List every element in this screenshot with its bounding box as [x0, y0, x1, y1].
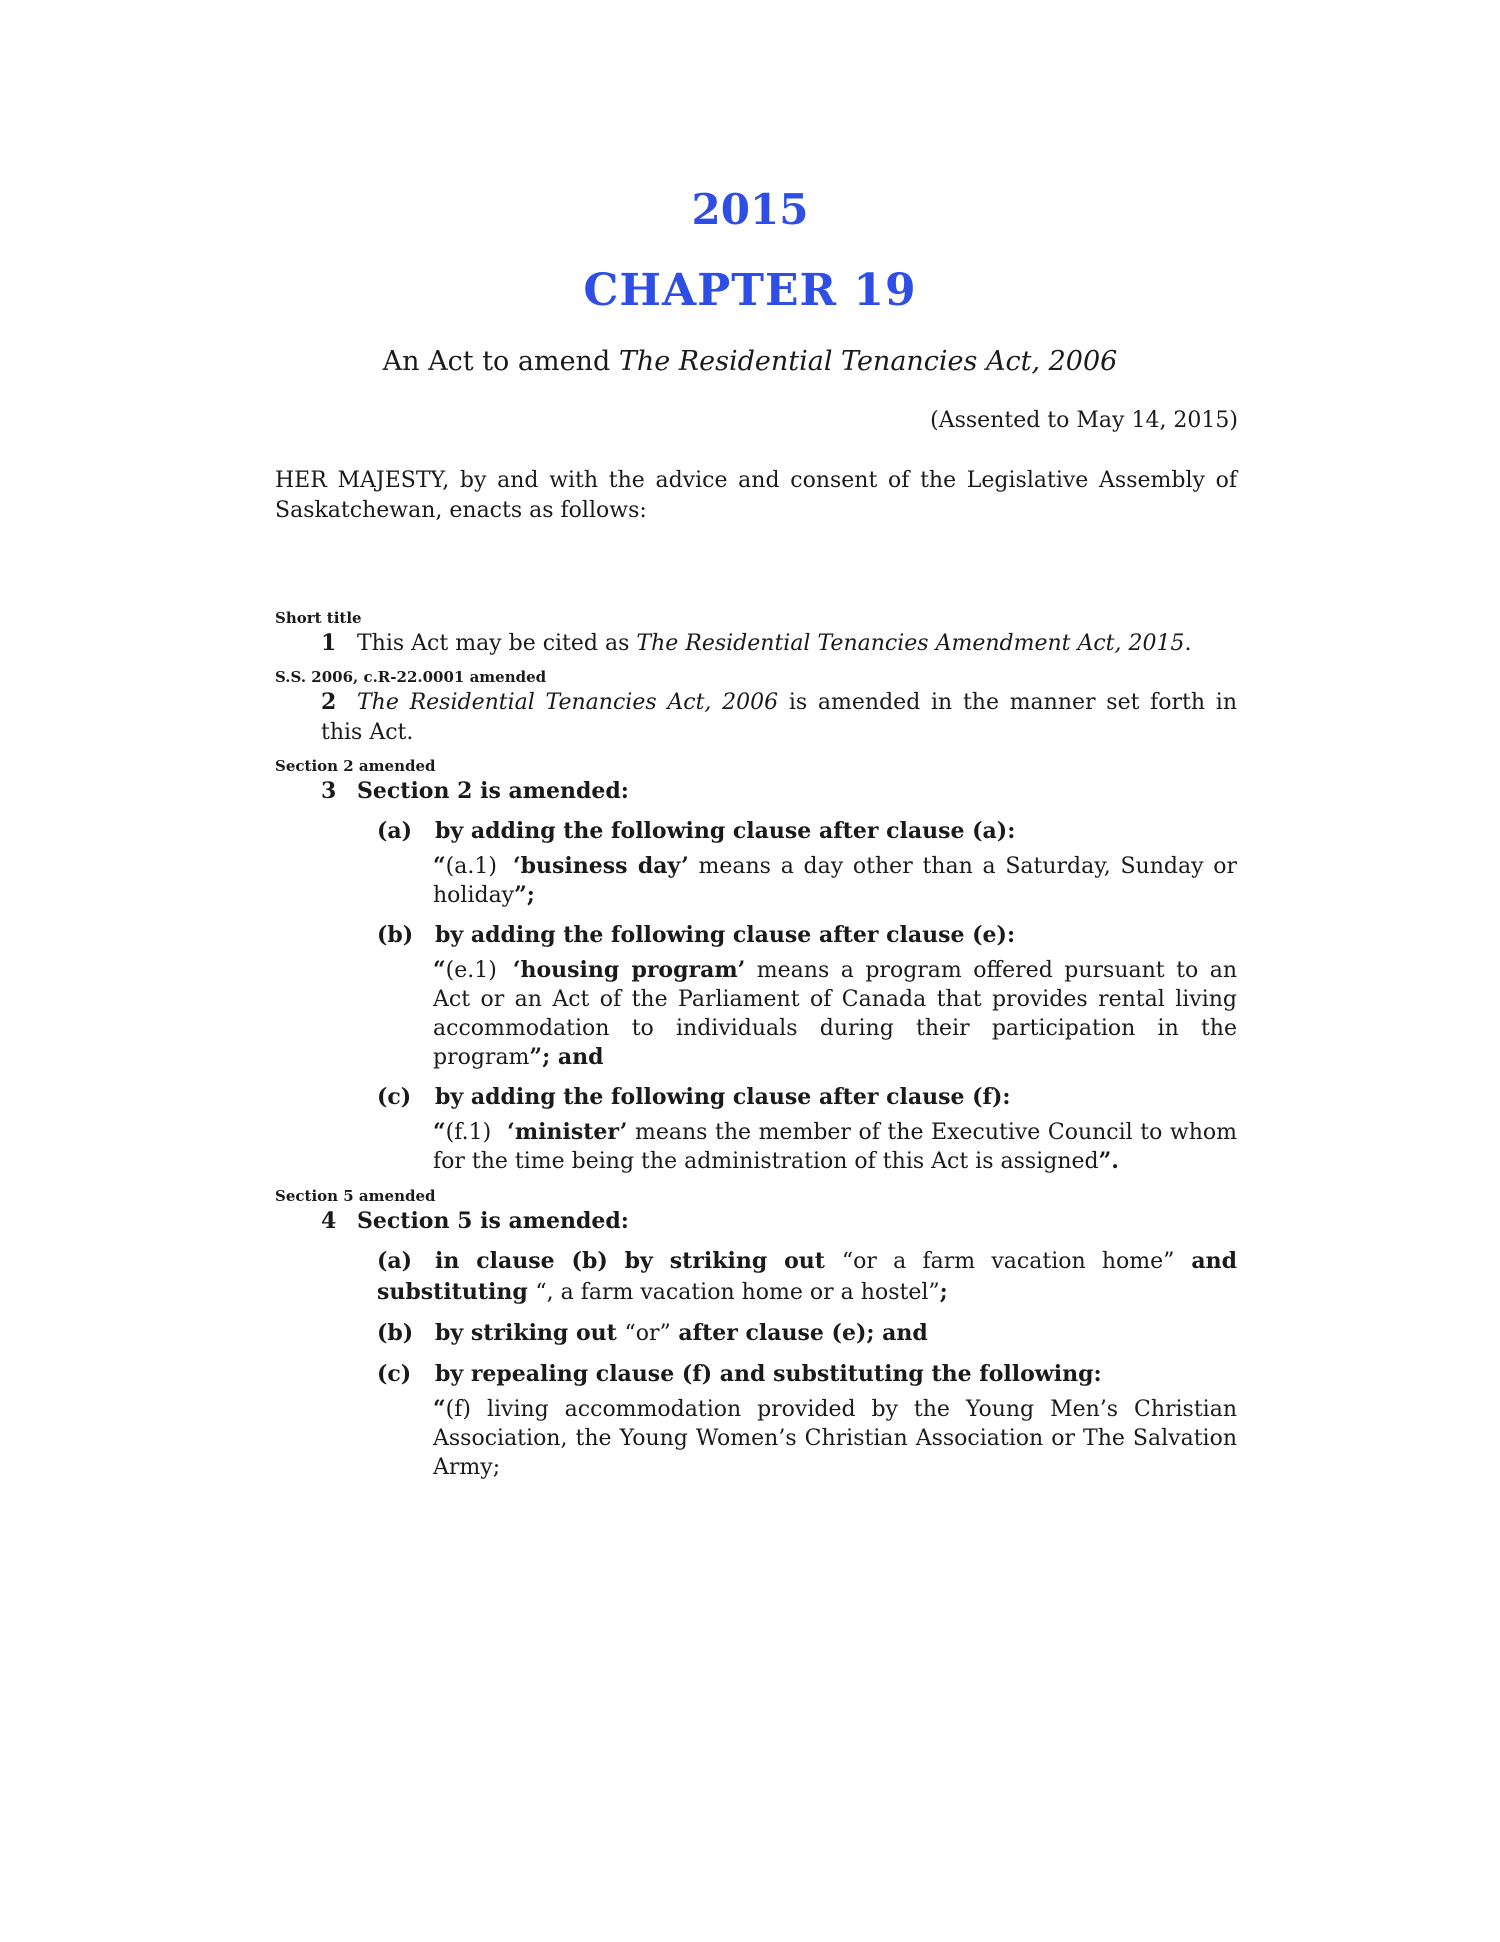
clause-4a: [377, 1246, 1237, 1308]
quote-number: (a.1): [445, 854, 497, 879]
enacting-clause: HER MAJESTY, by and with the advice and consent of the Legislative Assembly of Saskatchewan, enacts as follows:: [275, 468, 1237, 523]
clause-4b: [377, 1318, 1237, 1349]
clause-text: by repealing clause (f) and substituting the following:: [435, 1361, 1102, 1387]
act-body: [275, 608, 1237, 1492]
definition-text: means a program offered pursuant to an Act or an Act of the Parliament of Canada that provides rental living accommodation to individuals during their participation in the program: [433, 958, 1238, 1070]
quote-f: [433, 1395, 1237, 1482]
clause-text: by adding the following clause after clause (a):: [435, 818, 1016, 844]
clause-text: by striking out: [435, 1320, 625, 1346]
defined-term: ‘business day’: [512, 853, 689, 879]
clause-label: (a): [377, 1248, 413, 1274]
clause-text: and substituting: [377, 1248, 1237, 1305]
quote-mark: “: [433, 957, 446, 983]
quote-number: (f): [445, 1397, 471, 1422]
punctuation: ;: [939, 1279, 948, 1305]
section-1: [321, 628, 1237, 659]
struck-text: “or”: [624, 1321, 671, 1346]
section-2: [321, 687, 1237, 748]
marginal-note-section-5-amended: Section 5 amended: [275, 1187, 436, 1205]
year-heading: 2015: [691, 185, 809, 234]
clause-3b: [377, 920, 1237, 950]
quote-a1: [433, 852, 1237, 910]
marginal-note-ss-amended: S.S. 2006, c.R-22.0001 amended: [275, 668, 547, 686]
clause-3c: [377, 1082, 1237, 1112]
punctuation: .: [1184, 631, 1192, 656]
marginal-note-section-2-amended: Section 2 amended: [275, 757, 436, 775]
quote-mark: “: [433, 853, 446, 879]
clause-text: by adding the following clause after clause (e):: [435, 922, 1016, 948]
clause-label: (b): [377, 922, 414, 948]
act-citation: The Residential Tenancies Amendment Act, 2015: [636, 631, 1185, 656]
quote-close: ”; and: [529, 1044, 604, 1070]
clause-3a: [377, 816, 1237, 846]
section-3: [321, 776, 1237, 806]
subtitle-prefix: An Act to amend: [382, 346, 619, 377]
clause-4c: [377, 1359, 1237, 1389]
clause-text: by adding the following clause after clause (f):: [435, 1084, 1011, 1110]
quote-close: ”;: [514, 882, 535, 908]
clause-text: living accommodation provided by the Young Men’s Christian Association, the Young Women’s Christian Association or The Salvation Army;: [433, 1397, 1237, 1480]
definition-text: means a day other than a Saturday, Sunday or holiday: [433, 854, 1237, 908]
quote-mark: “: [433, 1396, 446, 1422]
section-text: Section 5 is amended:: [357, 1208, 629, 1234]
act-subtitle: [0, 346, 1500, 377]
section-text: This Act may be cited as: [357, 631, 637, 656]
assent-date: (Assented to May 14, 2015): [930, 408, 1238, 433]
quote-close: ”.: [1098, 1148, 1119, 1174]
clause-text: in clause (b) by striking out: [435, 1248, 842, 1274]
section-number: 2: [321, 689, 337, 715]
marginal-note-short-title: Short title: [275, 609, 362, 627]
defined-term: ‘housing program’: [512, 957, 746, 983]
clause-label: (b): [377, 1320, 414, 1346]
quote-mark: “: [433, 1119, 446, 1145]
section-number: 4: [321, 1208, 337, 1234]
clause-label: (c): [377, 1361, 412, 1387]
clause-label: (c): [377, 1084, 412, 1110]
clause-label: (a): [377, 818, 413, 844]
section-number: 1: [321, 630, 337, 656]
act-citation: The Residential Tenancies Act, 2006: [357, 690, 779, 715]
clause-text: after clause (e); and: [670, 1320, 928, 1346]
section-text: Section 2 is amended:: [357, 778, 629, 804]
chapter-heading: CHAPTER 19: [583, 265, 917, 316]
section-number: 3: [321, 778, 337, 804]
quote-f1: [433, 1118, 1237, 1176]
subtitle-act-name: The Residential Tenancies Act, 2006: [618, 346, 1118, 377]
struck-text: “or a farm vacation home”: [841, 1249, 1175, 1274]
definition-text: means the member of the Executive Council to whom for the time being the administration of this Act is assigned: [433, 1120, 1237, 1174]
quote-number: (e.1): [445, 958, 497, 983]
quote-number: (f.1): [445, 1120, 492, 1145]
section-4: [321, 1206, 1237, 1236]
quote-e1: [433, 956, 1237, 1072]
substituted-text: “, a farm vacation home or a hostel”: [535, 1280, 940, 1305]
section-text: is amended in the manner set forth in this Act.: [321, 690, 1238, 745]
defined-term: ‘minister’: [507, 1119, 628, 1145]
